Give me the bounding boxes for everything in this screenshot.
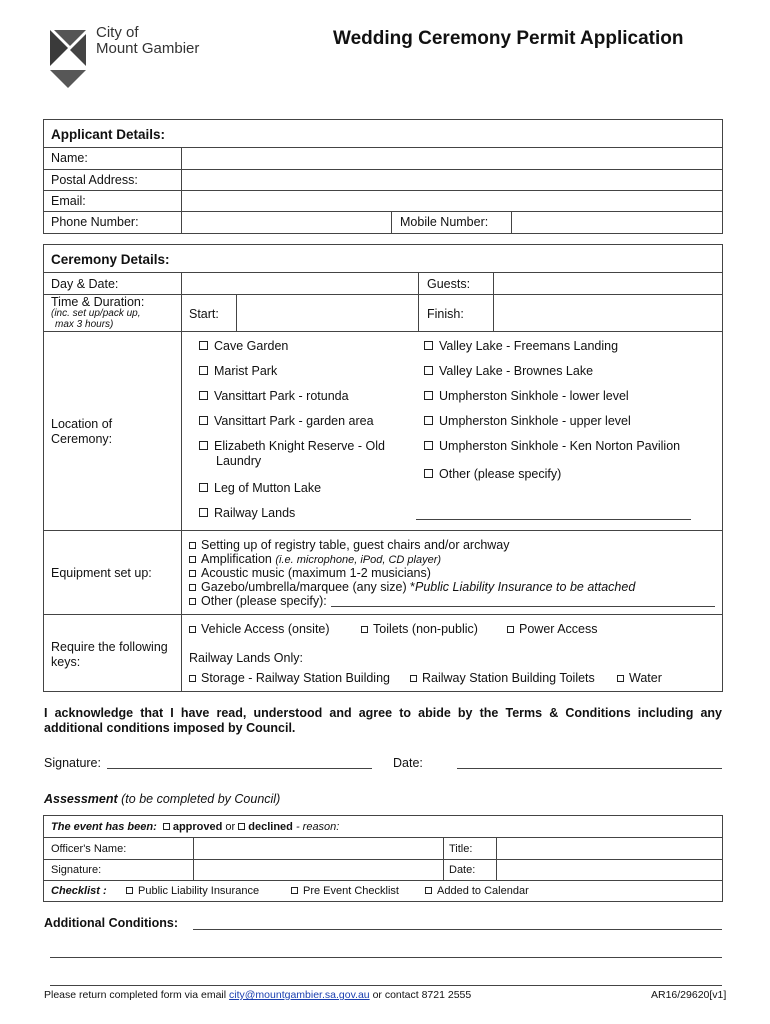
mobile-field[interactable] xyxy=(513,213,721,233)
mobile-label: Mobile Number: xyxy=(400,215,489,229)
date-field[interactable] xyxy=(457,768,722,769)
officer-date-field[interactable] xyxy=(498,861,721,879)
approved-checkbox[interactable] xyxy=(163,823,170,830)
key-option-water[interactable]: Water xyxy=(617,671,662,685)
location-option[interactable]: Vansittart Park - rotunda xyxy=(199,389,349,403)
checkbox[interactable] xyxy=(199,366,208,375)
phone-label: Phone Number: xyxy=(51,215,139,229)
applicant-heading: Applicant Details: xyxy=(51,127,166,142)
checkbox[interactable] xyxy=(199,441,208,450)
officer-signature-field[interactable] xyxy=(195,861,442,879)
time-note-1: (inc. set up/pack up, xyxy=(51,308,141,319)
guests-field[interactable] xyxy=(495,274,721,293)
location-option[interactable]: Umpherston Sinkhole - lower level xyxy=(424,389,629,403)
location-option[interactable]: Valley Lake - Brownes Lake xyxy=(424,364,593,378)
checkbox[interactable] xyxy=(424,391,433,400)
checkbox[interactable] xyxy=(189,598,196,605)
finish-label: Finish: xyxy=(427,307,464,321)
event-status-row: The event has been: approved or declined - reason: xyxy=(51,821,340,833)
city-logo-icon xyxy=(48,26,88,90)
checklist-public-liability[interactable]: Public Liability Insurance xyxy=(126,885,259,897)
officer-title-field[interactable] xyxy=(498,839,721,858)
additional-conditions-line-2[interactable] xyxy=(50,957,722,958)
location-option[interactable]: Elizabeth Knight Reserve - Old xyxy=(199,439,385,453)
keys-label-line2: keys: xyxy=(51,655,81,669)
checkbox[interactable] xyxy=(126,887,133,894)
location-option[interactable]: Umpherston Sinkhole - Ken Norton Pavilion xyxy=(424,439,680,453)
page-title: Wedding Ceremony Permit Application xyxy=(333,28,684,49)
name-label: Name: xyxy=(51,151,88,165)
date-label: Date: xyxy=(393,756,423,770)
key-option-storage[interactable]: Storage - Railway Station Building xyxy=(189,671,390,685)
location-option[interactable]: Vansittart Park - garden area xyxy=(199,414,374,428)
checkbox[interactable] xyxy=(361,626,368,633)
other-location-input[interactable] xyxy=(416,519,691,520)
additional-conditions-label: Additional Conditions: xyxy=(44,916,179,930)
location-option-wrap: Laundry xyxy=(216,454,262,468)
location-option[interactable]: Leg of Mutton Lake xyxy=(199,481,321,495)
checklist-row: Checklist : xyxy=(51,885,107,897)
other-equipment-input[interactable] xyxy=(331,606,715,607)
checkbox[interactable] xyxy=(424,416,433,425)
ceremony-heading: Ceremony Details: xyxy=(51,252,170,267)
checkbox[interactable] xyxy=(189,675,196,682)
checkbox[interactable] xyxy=(189,570,196,577)
postal-address-label: Postal Address: xyxy=(51,173,138,187)
equipment-option[interactable]: Acoustic music (maximum 1-2 musicians) xyxy=(189,566,431,580)
start-label: Start: xyxy=(189,307,219,321)
key-option-power[interactable]: Power Access xyxy=(507,622,598,636)
equipment-option[interactable]: Setting up of registry table, guest chairs and/or archway xyxy=(189,538,510,552)
equipment-option[interactable]: Other (please specify): xyxy=(189,594,327,608)
city-name-line2: Mount Gambier xyxy=(96,40,200,57)
footer-reference: AR16/29620[v1] xyxy=(651,989,727,1001)
officer-name-field[interactable] xyxy=(195,839,442,858)
checkbox[interactable] xyxy=(424,469,433,478)
checkbox[interactable] xyxy=(410,675,417,682)
location-label-line2: Ceremony: xyxy=(51,432,113,446)
city-name xyxy=(96,25,199,57)
checkbox[interactable] xyxy=(189,626,196,633)
checkbox[interactable] xyxy=(424,366,433,375)
checkbox[interactable] xyxy=(424,441,433,450)
checkbox[interactable] xyxy=(189,542,196,549)
equipment-option[interactable]: Gazebo/umbrella/marquee (any size) *Public Liability Insurance to be attached xyxy=(189,580,635,594)
location-option[interactable]: Railway Lands xyxy=(199,506,295,520)
finish-field[interactable] xyxy=(495,296,721,330)
officer-title-label: Title: xyxy=(449,843,473,855)
time-duration-label: Time & Duration: xyxy=(51,295,145,309)
location-option[interactable]: Other (please specify) xyxy=(424,467,561,481)
checkbox[interactable] xyxy=(424,341,433,350)
day-date-label: Day & Date: xyxy=(51,277,119,291)
postal-address-field[interactable] xyxy=(183,171,721,189)
assessment-heading: Assessment (to be completed by Council) xyxy=(44,792,281,806)
equipment-option[interactable]: Amplification (i.e. microphone, iPod, CD player) xyxy=(189,552,441,566)
location-option[interactable]: Valley Lake - Freemans Landing xyxy=(424,339,618,353)
email-label: Email: xyxy=(51,194,86,208)
signature-label: Signature: xyxy=(44,756,101,770)
officer-name-label: Officer's Name: xyxy=(51,843,127,855)
officer-date-label: Date: xyxy=(449,864,476,876)
equipment-label: Equipment set up: xyxy=(51,566,152,580)
checkbox[interactable] xyxy=(425,887,432,894)
checkbox[interactable] xyxy=(199,483,208,492)
railway-lands-only-label: Railway Lands Only: xyxy=(189,651,303,665)
location-option[interactable]: Umpherston Sinkhole - upper level xyxy=(424,414,631,428)
email-field[interactable] xyxy=(183,192,721,210)
footer-email-link[interactable]: city@mountgambier.sa.gov.au xyxy=(229,989,370,1001)
key-option-vehicle[interactable]: Vehicle Access (onsite) xyxy=(189,622,330,636)
checklist-pre-event[interactable]: Pre Event Checklist xyxy=(291,885,399,897)
phone-field[interactable] xyxy=(183,213,390,233)
declined-checkbox[interactable] xyxy=(238,823,245,830)
checkbox[interactable] xyxy=(617,675,624,682)
officer-signature-label: Signature: xyxy=(51,864,102,876)
key-option-toilets[interactable]: Toilets (non-public) xyxy=(361,622,478,636)
city-name-line1: City of xyxy=(96,24,139,41)
start-field[interactable] xyxy=(238,296,417,330)
checkbox[interactable] xyxy=(189,584,196,591)
checkbox[interactable] xyxy=(507,626,514,633)
keys-label-line1: Require the following xyxy=(51,640,168,654)
checkbox[interactable] xyxy=(199,391,208,400)
signature-field[interactable] xyxy=(107,768,372,769)
location-option[interactable]: Marist Park xyxy=(199,364,277,378)
key-option-rs-toilets[interactable]: Railway Station Building Toilets xyxy=(410,671,595,685)
checkbox[interactable] xyxy=(199,508,208,517)
checkbox[interactable] xyxy=(291,887,298,894)
footer-divider xyxy=(50,985,722,986)
day-date-field[interactable] xyxy=(183,274,417,293)
checkbox[interactable] xyxy=(189,556,196,563)
acknowledgement-text: I acknowledge that I have read, understood and agree to abide by the Terms & Conditions including any additional conditions imposed by Council. xyxy=(44,706,722,735)
time-note-2: max 3 hours) xyxy=(55,319,114,330)
location-option[interactable]: Cave Garden xyxy=(199,339,288,353)
additional-conditions-line-1[interactable] xyxy=(193,929,722,930)
checklist-calendar[interactable]: Added to Calendar xyxy=(425,885,529,897)
location-label-line1: Location of xyxy=(51,417,113,431)
name-field[interactable] xyxy=(183,149,721,168)
location-label xyxy=(51,417,112,447)
checkbox[interactable] xyxy=(199,416,208,425)
keys-label xyxy=(51,640,168,670)
footer-contact: Please return completed form via email city@mountgambier.sa.gov.au or contact 8721 2555 xyxy=(44,989,472,1001)
checkbox[interactable] xyxy=(199,341,208,350)
guests-label: Guests: xyxy=(427,277,471,291)
